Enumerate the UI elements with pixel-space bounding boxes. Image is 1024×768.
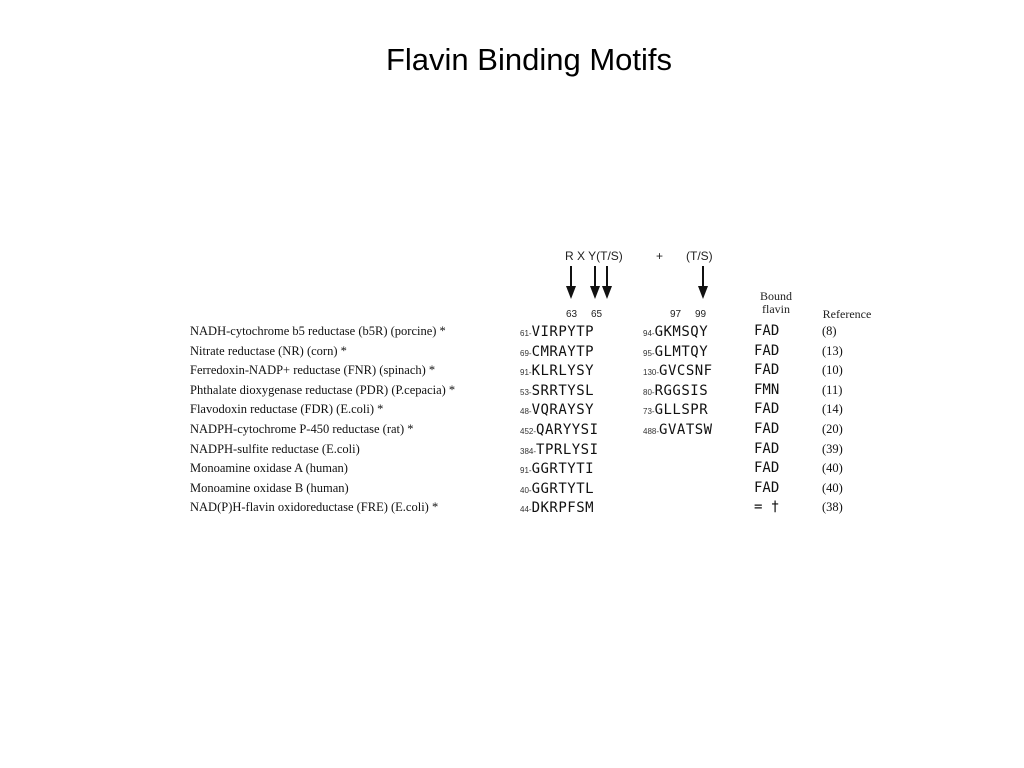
bound-flavin: FAD: [754, 479, 780, 496]
motif1-start: 44: [520, 505, 529, 515]
motif1-start: 69: [520, 348, 529, 358]
motif2-start: 130: [643, 368, 657, 378]
motif1-sequence: 91-GGRTYTI: [520, 461, 595, 478]
table-row: [0, 422, 1024, 442]
reference: (20): [822, 422, 843, 436]
motif1-residues: KLRLYSY: [531, 363, 595, 380]
motif1-sequence: 69-CMRAYTP: [520, 343, 595, 360]
motif2-sequence: 94-GKMSQY: [643, 324, 709, 340]
motif1-residues: VIRPYTP: [531, 324, 595, 340]
motif2-residues: GKMSQY: [654, 324, 709, 340]
bound-flavin: = †: [754, 499, 780, 516]
motif2-sequence: 488-GVATSW: [643, 422, 713, 438]
motif1-sequence: 48-VQRAYSY: [520, 402, 595, 419]
motif1-residues: GGRTYTI: [531, 461, 595, 478]
motif1-start: 452: [520, 427, 534, 436]
enzyme-name: Ferredoxin-NADP+ reductase (FNR) (spinach) *: [190, 363, 436, 378]
enzyme-name: NADPH-sulfite reductase (E.coli): [190, 441, 360, 456]
position-99: 99: [695, 309, 707, 320]
enzyme-name: NADPH-cytochrome P-450 reductase (rat) *: [190, 422, 414, 436]
motif1-sequence: 40-GGRTYTL: [520, 480, 595, 497]
arrow-63-icon: [566, 266, 576, 299]
motif2-start: 95: [643, 348, 652, 358]
table-row: [0, 363, 1024, 383]
motif2-start: 73: [643, 407, 652, 417]
table-row: [0, 402, 1024, 422]
motif1-start: 91: [520, 368, 529, 378]
motif1-start: 53: [520, 387, 529, 397]
motif1-start: 91: [520, 466, 529, 476]
reference: (10): [822, 363, 843, 378]
motif2-sequence: 130-GVCSNF: [643, 363, 713, 380]
table-row: [0, 383, 1024, 403]
enzyme-name: Phthalate dioxygenase reductase (PDR) (P.cepacia) *: [190, 382, 456, 397]
bound-flavin: FAD: [754, 401, 780, 418]
motif1-sequence: 91-KLRLYSY: [520, 363, 595, 380]
enzyme-name: Nitrate reductase (NR) (corn) *: [190, 343, 347, 358]
arrow-99-icon: [698, 266, 708, 299]
motif1-residues: GGRTYTL: [531, 480, 595, 497]
reference: (39): [822, 441, 843, 456]
reference: (11): [822, 382, 843, 397]
motif1-start: 61: [520, 329, 529, 338]
motif2-sequence: 80-RGGSIS: [643, 382, 709, 399]
position-65: 65: [591, 309, 603, 320]
motif1-residues: VQRAYSY: [531, 402, 595, 419]
table-row: [0, 481, 1024, 501]
table-row: [0, 461, 1024, 481]
motif1-sequence: 53-SRRTYSL: [520, 382, 595, 399]
enzyme-name: Monoamine oxidase A (human): [190, 461, 348, 476]
motif2-sequence: 73-GLLSPR: [643, 402, 709, 419]
reference: (14): [822, 402, 843, 417]
position-97: 97: [670, 309, 682, 320]
reference: (40): [822, 480, 843, 495]
table-row: [0, 500, 1024, 520]
motif2-start: 94: [643, 329, 652, 338]
reference: (8): [822, 324, 837, 338]
motif2-residues: GLMTQY: [654, 343, 709, 360]
motif1-start: 384: [520, 446, 534, 456]
motif1-residues: TPRLYSI: [536, 441, 599, 458]
motif1-sequence: 384-TPRLYSI: [520, 441, 599, 458]
motif1-start: 40: [520, 485, 529, 495]
motif1-sequence: 44-DKRPFSM: [520, 500, 595, 517]
arrow-66-icon: [602, 266, 612, 299]
motif2-residues: GVCSNF: [659, 363, 713, 380]
bound-flavin: FAD: [754, 421, 780, 437]
motif1-sequence: 61-VIRPYTP: [520, 324, 595, 340]
motif1-start: 48: [520, 407, 529, 417]
enzyme-name: NADH-cytochrome b5 reductase (b5R) (porcine) *: [190, 324, 446, 338]
motif1-residues: SRRTYSL: [531, 382, 595, 399]
bound-flavin: FAD: [754, 362, 780, 379]
bound-flavin: FMN: [754, 381, 780, 398]
slide-title: Flavin Binding Motifs: [385, 42, 672, 77]
bound-flavin: FAD: [754, 342, 780, 359]
motif1-residues: QARYYSI: [536, 422, 599, 438]
reference: (40): [822, 461, 843, 476]
table-row: [0, 344, 1024, 364]
position-63: 63: [566, 309, 578, 320]
enzyme-name: Flavodoxin reductase (FDR) (E.coli) *: [190, 402, 384, 417]
table-row: [0, 442, 1024, 462]
motif-label-1: R X Y(T/S): [565, 249, 623, 263]
motif-label-2: (T/S): [686, 249, 713, 263]
reference-header: Reference: [822, 307, 872, 321]
motif2-residues: GVATSW: [659, 422, 713, 438]
bound-flavin: FAD: [754, 440, 780, 457]
motif2-residues: GLLSPR: [654, 402, 709, 419]
motif1-residues: CMRAYTP: [531, 343, 595, 360]
enzyme-name: Monoamine oxidase B (human): [190, 480, 349, 495]
motif1-sequence: 452-QARYYSI: [520, 422, 599, 438]
arrow-65-icon: [590, 266, 600, 299]
motif1-residues: DKRPFSM: [531, 500, 595, 517]
enzyme-name: NAD(P)H-flavin oxidoreductase (FRE) (E.coli) *: [190, 500, 439, 515]
reference: (13): [822, 343, 843, 358]
bound-flavin: FAD: [754, 460, 780, 477]
motif-plus: +: [656, 249, 664, 263]
motif2-start: 80: [643, 387, 652, 397]
motif2-sequence: 95-GLMTQY: [643, 343, 709, 360]
motif2-residues: RGGSIS: [654, 382, 709, 399]
bound-flavin: FAD: [754, 323, 780, 339]
table-row: [0, 324, 1024, 344]
reference: (38): [822, 500, 843, 515]
bound-flavin-header: Bound flavin: [759, 289, 792, 316]
motif2-start: 488: [643, 427, 657, 436]
